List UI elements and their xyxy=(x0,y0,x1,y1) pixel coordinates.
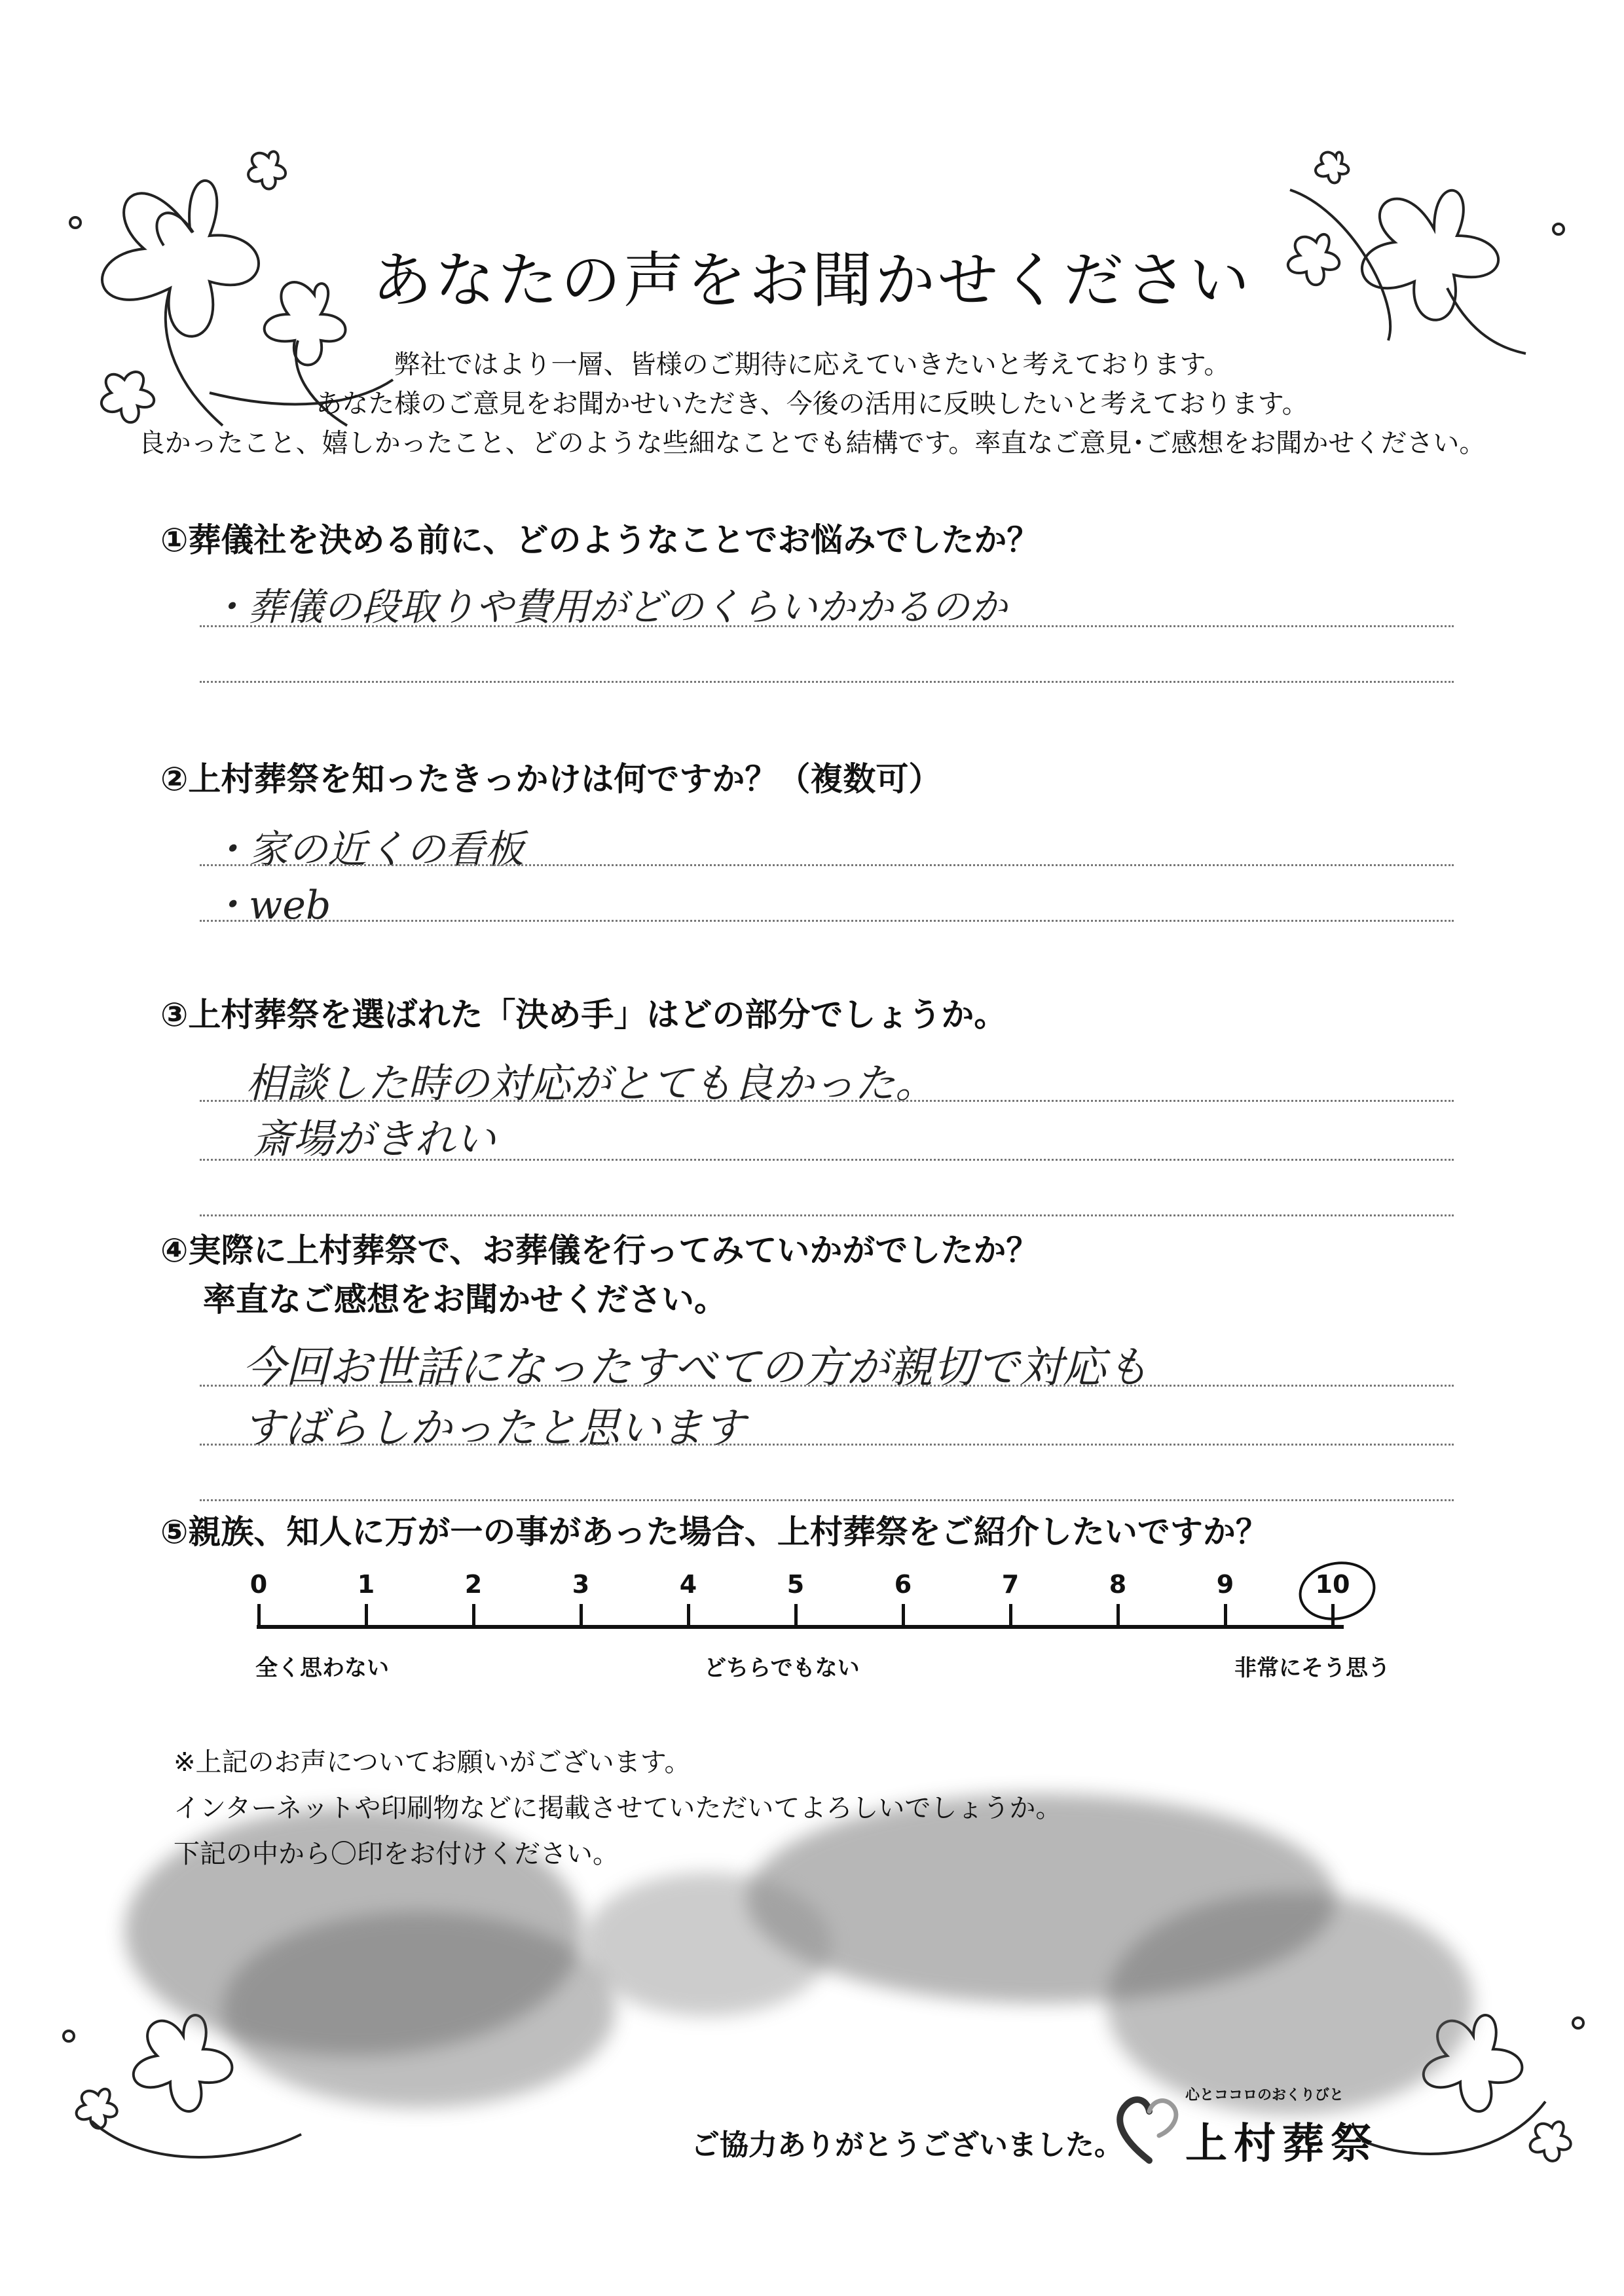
question-1: ①葬儀社を決める前に、どのようなことでお悩みでしたか？ xyxy=(160,521,1040,559)
scale-tick-mark xyxy=(794,1604,798,1628)
answer-4-line-1: 今回お世話になったすべての方が親切で対応も xyxy=(242,1342,1149,1393)
scale-tick-mark xyxy=(257,1604,261,1628)
scale-label-mid: どちらでもない xyxy=(704,1655,860,1681)
question-4-subline: 率直なご感想をお聞かせください。 xyxy=(203,1281,727,1319)
selected-circle xyxy=(1293,1555,1381,1628)
answer-2-line-1: ・家の近くの看板 xyxy=(210,827,524,873)
answer-rule xyxy=(200,1214,1454,1216)
answer-rule xyxy=(200,920,1454,922)
question-3: ③上村葬祭を選ばれた「決め手」はどの部分でしょうか。 xyxy=(160,996,1007,1034)
scale-label-low: 全く思わない xyxy=(255,1655,389,1681)
scale-line xyxy=(257,1625,1344,1629)
scale-tick-label: 8 xyxy=(1109,1570,1127,1599)
footer-thanks: ご協力ありがとうございました。 xyxy=(691,2128,1123,2162)
answer-3-line-1: 相談した時の対応がとても良かった。 xyxy=(246,1059,936,1107)
answer-rule xyxy=(200,1100,1454,1102)
scale-tick-mark xyxy=(1009,1604,1012,1628)
question-5: ⑤親族、知人に万が一の事があった場合、上村葬祭をご紹介したいですか？ xyxy=(160,1513,1268,1551)
scale-tick-label: 5 xyxy=(786,1570,805,1599)
answer-2-line-2: ・web xyxy=(210,883,331,928)
answer-rule xyxy=(200,1385,1454,1387)
scale-tick-label: 2 xyxy=(464,1570,483,1599)
intro-line-3: 良かったこと、嬉しかったこと、どのような些細なことでも結構です。率直なご意見･ご感想をお聞かせください。 xyxy=(138,428,1486,458)
scale-tick-label: 1 xyxy=(357,1570,375,1599)
answer-3-line-2: 斎場がきれい xyxy=(252,1115,496,1163)
scale-tick-label: 0 xyxy=(249,1570,268,1599)
answer-rule xyxy=(200,1444,1454,1446)
scale-tick-label: 4 xyxy=(679,1570,697,1599)
question-2: ②上村葬祭を知ったきっかけは何ですか？（複数可） xyxy=(160,760,942,798)
note-line-1: ※上記のお声についてお願いがございます。 xyxy=(174,1747,691,1777)
scale-tick-label: 9 xyxy=(1216,1570,1234,1599)
rating-scale xyxy=(236,1565,1414,1696)
logo-name: 上村葬祭 xyxy=(1185,2120,1379,2168)
question-4: ④実際に上村葬祭で、お葬儀を行ってみていかがでしたか？ xyxy=(160,1231,1039,1269)
scale-tick-mark xyxy=(687,1604,690,1628)
answer-rule xyxy=(200,625,1454,627)
intro-line-2: あなた様のご意見をお聞かせいただき、今後の活用に反映したいと考えております。 xyxy=(316,389,1308,419)
answer-4-line-2: すばらしかったと思います xyxy=(242,1404,745,1453)
scale-label-high: 非常にそう思う xyxy=(1234,1655,1390,1681)
footer-logo xyxy=(1113,2079,1388,2170)
answer-rule xyxy=(200,1499,1454,1501)
scale-tick-mark xyxy=(580,1604,583,1628)
heart-logo-icon xyxy=(1113,2088,1185,2167)
scale-tick-label: 3 xyxy=(572,1570,590,1599)
intro-line-1: 弊社ではより一層、皆様のご期待に応えていきたいと考えております。 xyxy=(394,350,1230,380)
answer-rule xyxy=(200,681,1454,683)
scale-tick-mark xyxy=(902,1604,905,1628)
note-line-3: 下記の中から〇印をお付けください。 xyxy=(174,1839,619,1869)
scale-tick-mark xyxy=(365,1604,368,1628)
scale-tick-label: 7 xyxy=(1001,1570,1020,1599)
scale-tick-mark xyxy=(1116,1604,1120,1628)
answer-rule xyxy=(200,1159,1454,1161)
answer-rule xyxy=(200,864,1454,866)
page-title: あなたの声をお聞かせください xyxy=(371,246,1252,316)
logo-tagline: 心とココロのおくりびと xyxy=(1185,2087,1344,2104)
scale-tick-label: 6 xyxy=(894,1570,912,1599)
note-line-2: インターネットや印刷物などに掲載させていただいてよろしいでしょうか。 xyxy=(174,1793,1062,1823)
answer-1-line-1: ・葬儀の段取りや費用がどのくらいかかるのか xyxy=(210,585,1008,629)
scale-tick-label: 10 xyxy=(1315,1570,1350,1599)
scale-tick-mark xyxy=(1224,1604,1227,1628)
scale-tick-mark xyxy=(472,1604,475,1628)
